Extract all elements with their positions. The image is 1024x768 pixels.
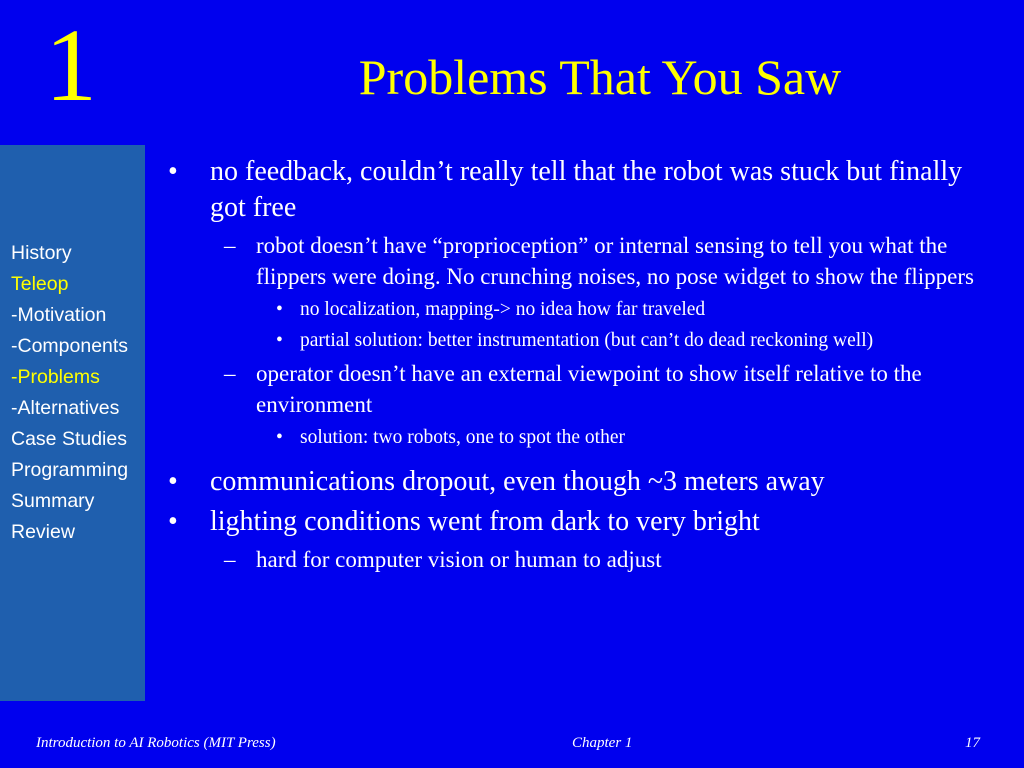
bullet-marker: • — [276, 299, 283, 320]
bullet-text: solution: two robots, one to spot the other — [300, 427, 625, 448]
dash-marker: – — [224, 361, 236, 386]
sidebar-item-history: History — [11, 242, 72, 264]
bullet-text: no feedback, couldn’t really tell that the robot was stuck but finally got free — [210, 156, 963, 223]
sidebar-nav — [0, 145, 145, 701]
bullet-level1 — [168, 464, 988, 500]
bullet-marker: • — [276, 427, 283, 448]
bullet-text: partial solution: better instrumentation (but can’t do dead reckoning well) — [300, 330, 874, 351]
sidebar-item-components: -Components — [11, 335, 129, 357]
sidebar-item-problems: -Problems — [11, 366, 100, 388]
bullet-text: operator doesn’t have an external viewpoint to show itself relative to the environment — [256, 361, 922, 417]
sidebar-item-review: Review — [11, 521, 75, 543]
bullet-level1 — [168, 154, 988, 226]
bullet-marker: • — [276, 330, 283, 351]
bullet-text: communications dropout, even though ~3 meters away — [210, 466, 825, 497]
footer-book-title: Introduction to AI Robotics (MIT Press) — [36, 735, 276, 751]
bullet-level2 — [168, 358, 988, 420]
slide-footer — [0, 735, 1024, 755]
footer-page-number: 17 — [965, 735, 980, 751]
bullet-marker: • — [168, 506, 178, 537]
sidebar-item-alternatives: -Alternatives — [11, 397, 120, 419]
dash-marker: – — [224, 233, 236, 258]
slide-title: Problems That You Saw — [358, 49, 842, 105]
footer-chapter: Chapter 1 — [572, 735, 633, 751]
bullet-marker: • — [168, 466, 178, 497]
bullet-marker: • — [168, 156, 178, 187]
bullet-level1 — [168, 504, 988, 540]
dash-marker: – — [224, 547, 236, 572]
bullet-text: lighting conditions went from dark to very bright — [210, 506, 760, 537]
sidebar-item-programming: Programming — [11, 459, 129, 481]
bullet-text: no localization, mapping-> no idea how far traveled — [300, 299, 706, 320]
chapter-number: 1 — [45, 8, 97, 123]
sidebar-item-teleop: Teleop — [11, 273, 69, 295]
sidebar-item-case-studies: Case Studies — [11, 428, 127, 450]
bullet-text: hard for computer vision or human to adjust — [256, 547, 662, 572]
sidebar-item-motivation: -Motivation — [11, 304, 107, 326]
bullet-level3 — [168, 424, 988, 451]
slide-content — [168, 150, 988, 575]
bullet-level3 — [168, 327, 988, 354]
sidebar-item-summary: Summary — [11, 490, 95, 512]
bullet-text: robot doesn’t have “proprioception” or internal sensing to tell you what the flippers were doing. No crunching noises, no pose widget to show the flippers — [256, 233, 974, 289]
bullet-level2 — [168, 230, 988, 292]
bullet-level3 — [168, 296, 988, 323]
bullet-level2 — [168, 544, 988, 575]
